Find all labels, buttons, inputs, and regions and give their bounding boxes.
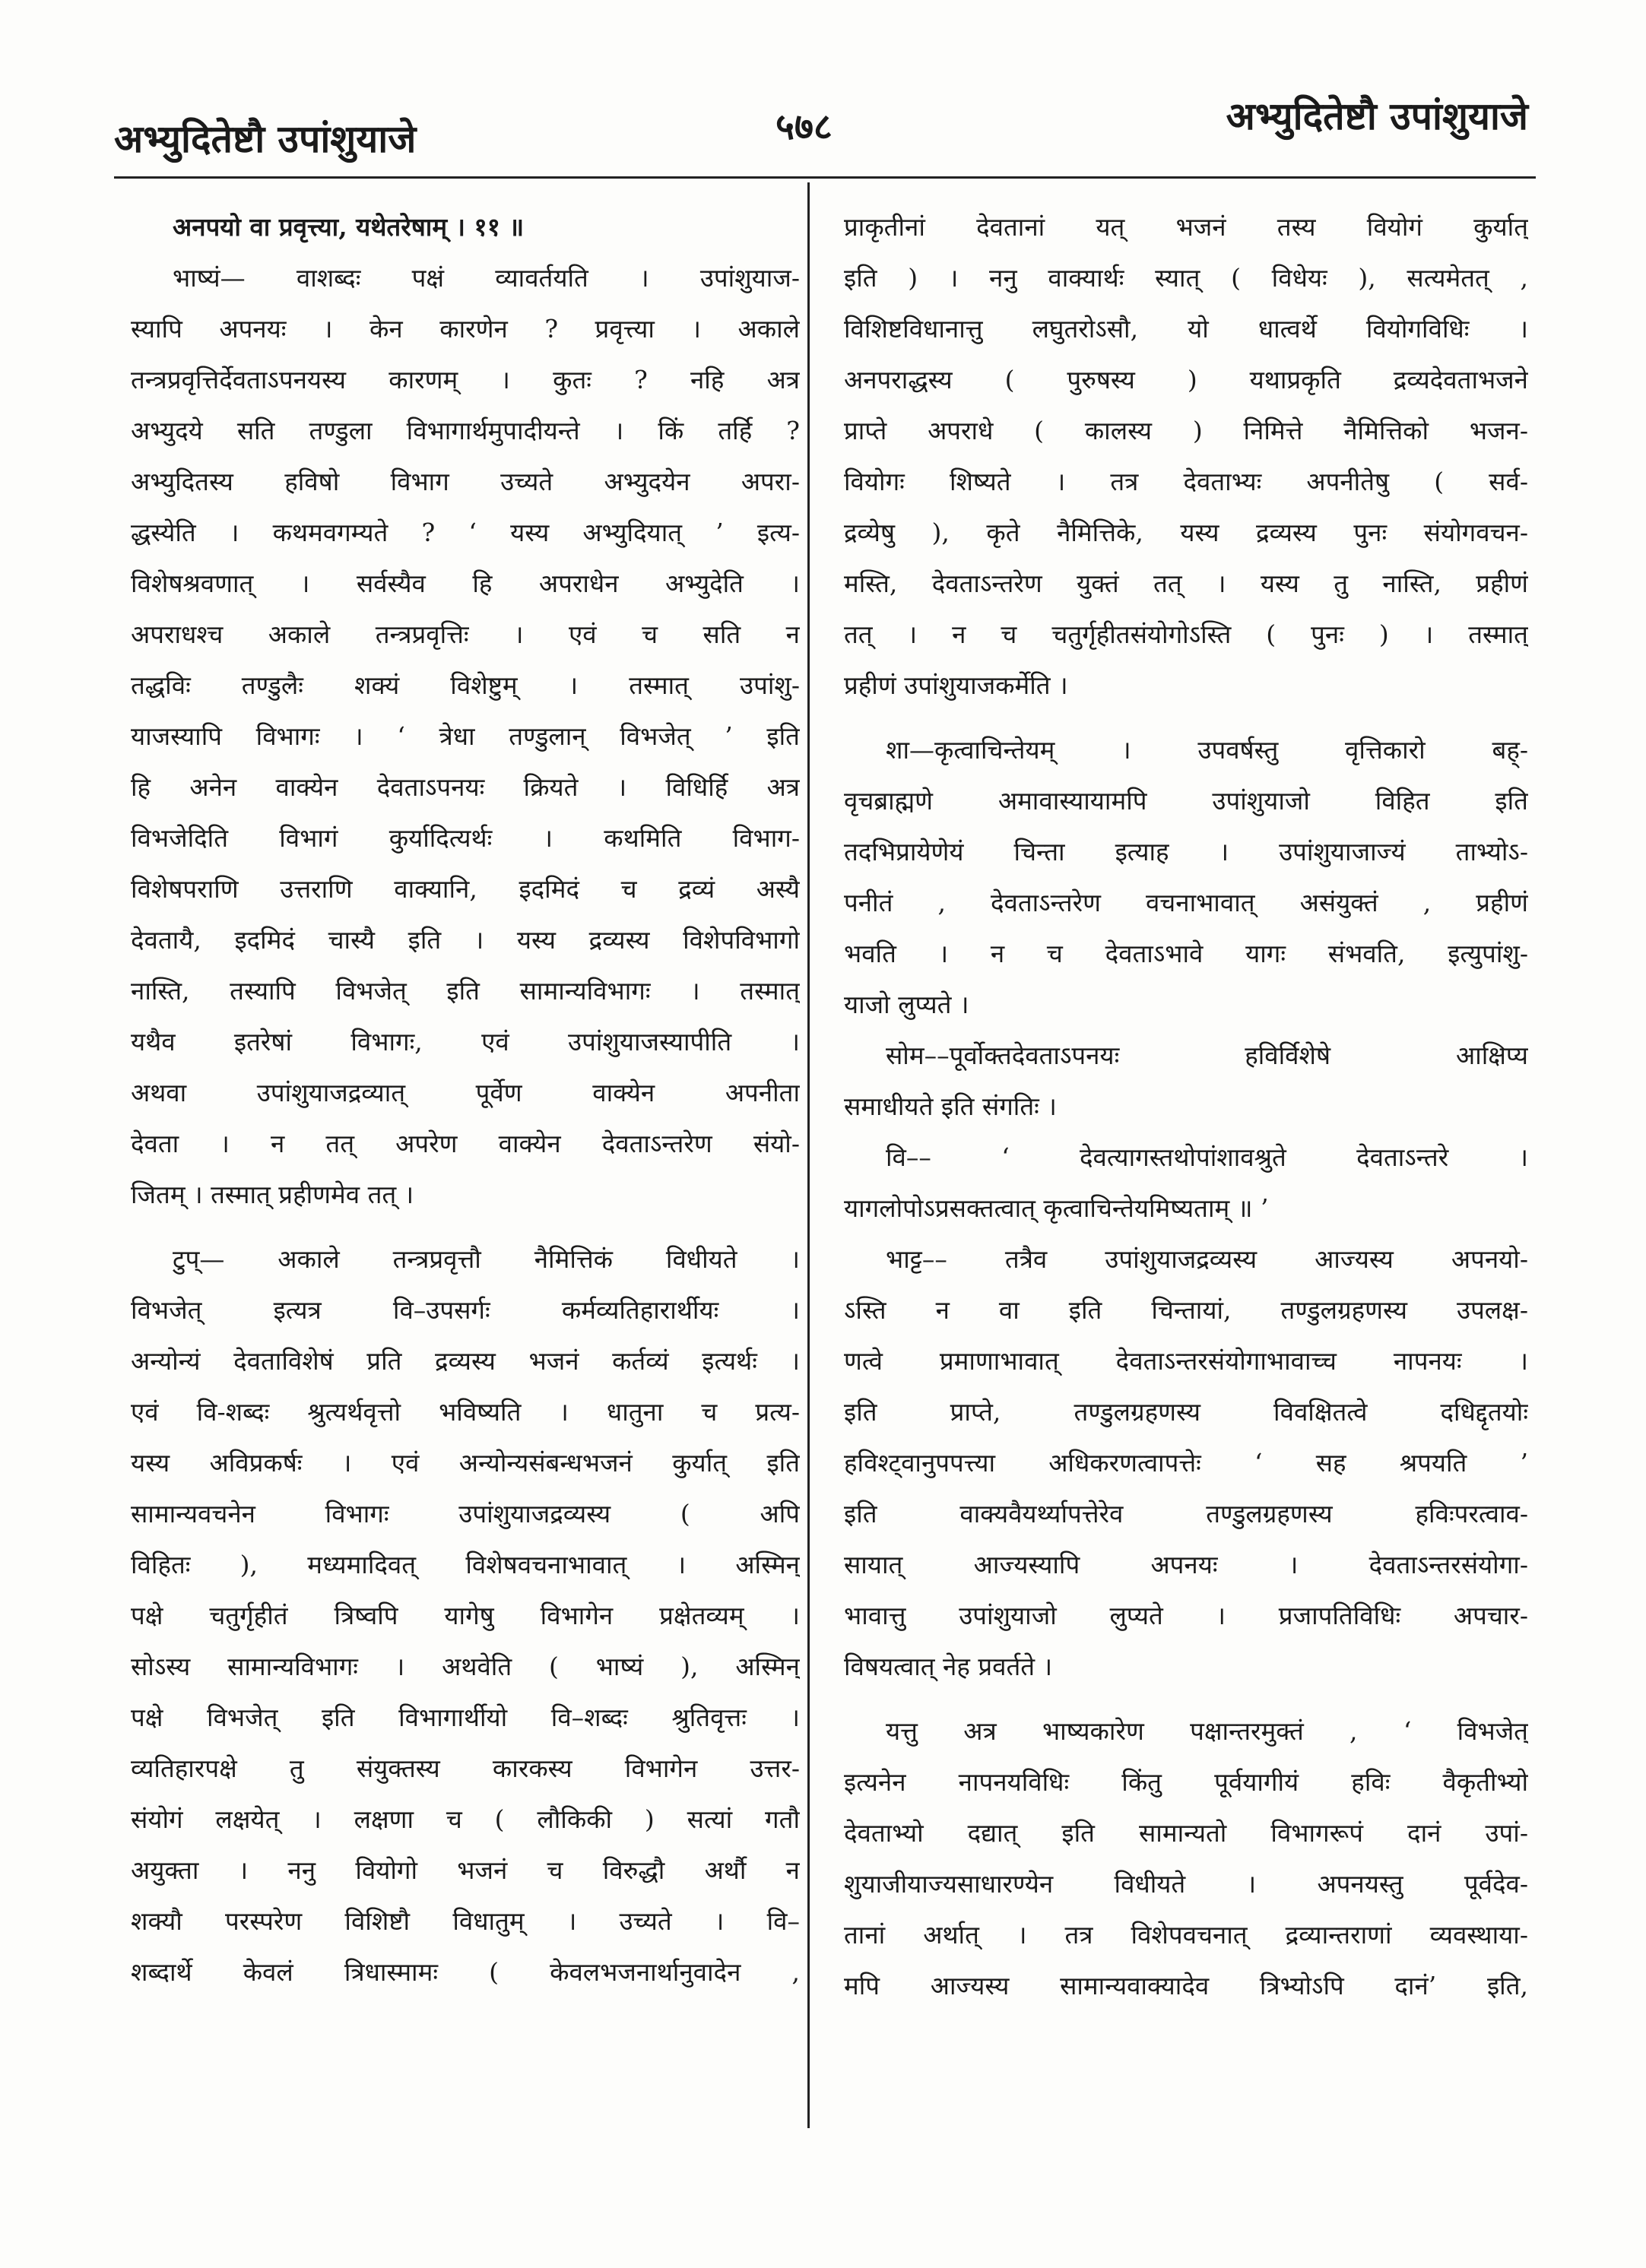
text-line: अनपराद्धस्य ( पुरुषस्य ) यथाप्रकृति द्रव्यदेवताभजने — [844, 365, 1528, 394]
text-line: सोम––पूर्वोक्तदेवताऽपनयः हविर्विशेषे आक्षिप्य — [886, 1041, 1528, 1070]
text-line: विशेषपराणि उत्तराणि वाक्यानि, इदमिदं च द्रव्यं अस्यै — [131, 874, 800, 904]
text-line: प्राकृतीनां देवतानां यत् भजनं तस्य वियोगं कुर्यात् — [844, 212, 1528, 242]
text-line: यथैव इतरेषां विभागः, एवं उपांशुयाजस्यापीति । — [131, 1027, 800, 1056]
text-line: पनीतं , देवताऽन्तरेण वचनाभावात् असंयुक्तं , प्रहीणं — [844, 888, 1528, 917]
text-line: यत्तु अत्र भाष्यकारेण पक्षान्तरमुक्तं , ‘ विभजेत् — [886, 1716, 1528, 1746]
text-line: अभ्युदितस्य हविषो विभाग उच्यते अभ्युदयेन अपरा- — [131, 467, 800, 496]
text-line: मपि आज्यस्य सामान्यवाक्यादेव त्रिभ्योऽपि दानं’ इति, — [844, 1971, 1528, 2000]
text-line: तानां अर्थात् । तत्र विशेपवचनात् द्रव्यान्तराणां व्यवस्थाया- — [844, 1920, 1528, 1950]
text-line: सोऽस्य सामान्यविभागः । अथवेति ( भाष्यं ), अस्मिन् — [131, 1652, 800, 1681]
text-line: विभजेत् इत्यत्र वि–उपसर्गः कर्मव्यतिहारार्थीयः । — [131, 1295, 800, 1325]
text-line: शब्दार्थे केवलं त्रिधास्मामः ( केवलभजनार्थानुवादेन , — [131, 1957, 800, 1987]
page-number: ५७८ — [775, 106, 833, 148]
text-line: इति प्राप्ते, तण्डुलग्रहणस्य विवक्षितत्वे दधिद्दृतयोः — [844, 1397, 1528, 1427]
text-line: अयुक्ता । ननु वियोगो भजनं च विरुद्धौ अर्थौ न — [131, 1855, 800, 1885]
text-line: एवं वि-शब्दः श्रुत्यर्थवृत्तो भविष्यति । धातुना च प्रत्य- — [131, 1397, 800, 1427]
text-line: देवतायै, इदमिदं चास्यै इति । यस्य द्रव्यस्य विशेपविभागो — [131, 925, 800, 955]
text-line: यस्य अविप्रकर्षः । एवं अन्योन्यसंबन्धभजनं कुर्यात् इति — [131, 1448, 800, 1478]
text-line: शा—कृत्वाचिन्तेयम् । उपवर्षस्तु वृत्तिकारो बह्- — [886, 735, 1528, 765]
text-line: सायात् आज्यस्यापि अपनयः । देवताऽन्तरसंयोगा- — [844, 1550, 1528, 1579]
text-line: इति वाक्यवैयर्थ्यापत्तेरेव तण्डुलग्रहणस्य हविःपरत्वाव- — [844, 1499, 1528, 1528]
text-line: भाट्ट–– तत्रैव उपांशुयाजद्रव्यस्य आज्यस्य अपनयो- — [886, 1244, 1528, 1274]
text-line: भावात्तु उपांशुयाजो लुप्यते । प्रजापतिविधिः अपचार- — [844, 1601, 1528, 1630]
running-header — [114, 72, 1528, 161]
text-line: अथवा उपांशुयाजद्रव्यात् पूर्वेण वाक्येन अपनीता — [131, 1078, 800, 1107]
text-line: संयोगं लक्षयेत् । लक्षणा च ( लौकिकी ) सत्यां गतौ — [131, 1804, 800, 1834]
text-line: तत् । न च चतुर्गृहीतसंयोगोऽस्ति ( पुनः ) । तस्मात् — [844, 619, 1528, 649]
text-line: शक्यौ परस्परेण विशिष्टौ विधातुम् । उच्यते । वि– — [131, 1906, 800, 1936]
text-line: विषयत्वात् नेह प्रवर्तते । — [844, 1652, 1053, 1681]
right-column — [844, 201, 1528, 2011]
text-line: जितम् । तस्मात् प्रहीणमेव तत् । — [131, 1180, 414, 1209]
text-line: विभजेदिति विभागं कुर्यादित्यर्थः । कथमिति विभाग- — [131, 823, 800, 853]
text-line: देवताभ्यो दद्यात् इति सामान्यतो विभागरूपं दानं उपां- — [844, 1818, 1528, 1848]
text-line: समाधीयते इति संगतिः । — [844, 1091, 1057, 1121]
text-line: भाष्यं— वाशब्दः पक्षं व्यावर्तयति । उपांशुयाज- — [173, 263, 800, 293]
text-line: वियोगः शिष्यते । तत्र देवताभ्यः अपनीतेषु ( सर्व- — [844, 467, 1528, 496]
text-line: सामान्यवचनेन विभागः उपांशुयाजद्रव्यस्य ( अपि — [131, 1499, 800, 1528]
text-line: व्यतिहारपक्षे तु संयुक्तस्य कारकस्य विभागेन उत्तर- — [131, 1753, 800, 1783]
text-line: देवता । न तत् अपरेण वाक्येन देवताऽन्तरेण संयो- — [131, 1129, 800, 1158]
text-line: वि–– ‘ देवत्यागस्तथोपांशावश्रुते देवताऽन्तरे । — [886, 1142, 1528, 1172]
text-line: अपराधश्च अकाले तन्त्रप्रवृत्तिः । एवं च सति न — [131, 619, 800, 649]
text-line: शुयाजीयाज्यसाधारण्येन विधीयते । अपनयस्तु पूर्वदेव- — [844, 1869, 1528, 1899]
text-line: तन्त्रप्रवृत्तिर्देवताऽपनयस्य कारणम् । कुतः ? नहि अत्र — [131, 365, 800, 394]
text-line: स्यापि अपनयः । केन कारणेन ? प्रवृत्त्या । अकाले — [131, 314, 800, 344]
text-line: द्रव्येषु ), कृते नैमित्तिके, यस्य द्रव्यस्य पुनः संयोगवचन- — [844, 518, 1528, 547]
text-line: हि अनेन वाक्येन देवताऽपनयः क्रियते । विधिर्हि अत्र — [131, 772, 800, 802]
text-line: टुप्— अकाले तन्त्रप्रवृत्तौ नैमित्तिकं विधीयते । — [173, 1244, 800, 1274]
text-line: इत्यनेन नापनयविधिः किंतु पूर्वयागीयं हविः वैकृतीभ्यो — [844, 1767, 1528, 1797]
header-rule — [114, 176, 1536, 179]
text-line: नास्ति, तस्यापि विभजेत् इति सामान्यविभागः । तस्मात् — [131, 976, 800, 1006]
text-line: याजो लुप्यते । — [844, 990, 969, 1019]
text-line: द्धस्येति । कथमवगम्यते ? ‘ यस्य अभ्युदियात् ’ इत्य- — [131, 518, 800, 547]
text-line: भवति । न च देवताऽभावे यागः संभवति, इत्युपांशु- — [844, 939, 1528, 968]
text-line: ऽस्ति न वा इति चिन्तायां, तण्डुलग्रहणस्य उपलक्ष- — [844, 1295, 1528, 1325]
text-line: विशेषश्रवणात् । सर्वस्यैव हि अपराधेन अभ्युदेति । — [131, 569, 800, 598]
text-line: अनपयो वा प्रवृत्त्या, यथेतरेषाम् । ११ ॥ — [173, 212, 525, 242]
text-line: मस्ति, देवताऽन्तरेण युक्तं तत् । यस्य तु नास्ति, प्रहीणं — [844, 569, 1528, 598]
text-line: तदभिप्रायेणेयं चिन्ता इत्याह । उपांशुयाजाज्यं ताभ्योऽ- — [844, 837, 1528, 866]
column-divider — [807, 182, 810, 2128]
header-right-title: अभ्युदितेष्टौ उपांशुयाजे — [1226, 93, 1528, 138]
header-left-title: अभ्युदितेष्टौ उपांशुयाजे — [114, 116, 417, 161]
left-column — [131, 201, 800, 1997]
text-line: पक्षे विभजेत् इति विभागार्थीयो वि–शब्दः श्रुतिवृत्तः । — [131, 1703, 800, 1732]
text-line: हविश्ट्वानुपपत्त्या अधिकरणत्वापत्तेः ‘ सह श्रपयति ’ — [844, 1448, 1528, 1478]
text-line: णत्वे प्रमाणाभावात् देवताऽन्तरसंयोगाभावाच्च नापनयः । — [844, 1346, 1528, 1376]
text-line: विशिष्टविधानात्तु लघुतरोऽसौ, यो धात्वर्थे वियोगविधिः । — [844, 314, 1528, 344]
text-line: अभ्युदये सति तण्डुला विभागार्थमुपादीयन्ते । किं तर्हि ? — [131, 416, 800, 445]
text-line: विहितः ), मध्यमादिवत् विशेषवचनाभावात् । अस्मिन् — [131, 1550, 800, 1579]
text-line: अन्योन्यं देवताविशेषं प्रति द्रव्यस्य भजनं कर्तव्यं इत्यर्थः । — [131, 1346, 800, 1376]
text-line: प्रहीणं उपांशुयाजकर्मेति । — [844, 670, 1068, 700]
text-line: प्राप्ते अपराधे ( कालस्य ) निमित्ते नैमित्तिको भजन- — [844, 416, 1528, 445]
text-line: याजस्यापि विभागः । ‘ त्रेधा तण्डुलान् विभजेत् ’ इति — [131, 721, 800, 751]
text-line: वृचब्राह्मणे अमावास्यायामपि उपांशुयाजो विहित इति — [844, 786, 1528, 816]
text-line: यागलोपोऽप्रसक्तत्वात् कृत्वाचिन्तेयमिष्यताम् ॥ ’ — [844, 1193, 1269, 1223]
text-line: पक्षे चतुर्गृहीतं त्रिष्वपि यागेषु विभागेन प्रक्षेतव्यम् । — [131, 1601, 800, 1630]
text-line: इति ) । ननु वाक्यार्थः स्यात् ( विधेयः ), सत्यमेतत् , — [844, 263, 1528, 293]
text-line: तद्धविः तण्डुलैः शक्यं विशेष्टुम् । तस्मात् उपांशु- — [131, 670, 800, 700]
